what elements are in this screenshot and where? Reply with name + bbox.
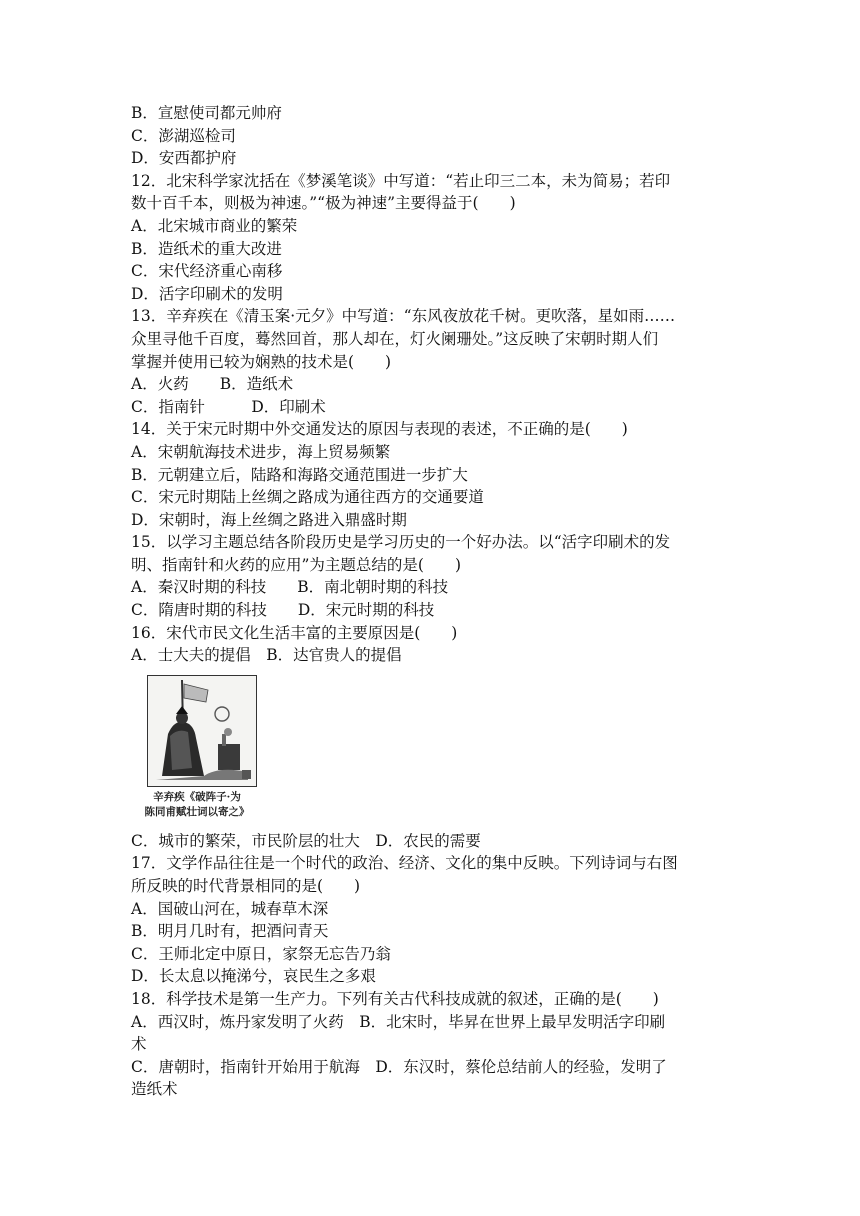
option-line: C．王师北定中原日，家祭无忘告乃翁 xyxy=(131,944,391,963)
option-line: A．宋朝航海技术进步，海上贸易频繁 xyxy=(131,442,391,461)
question-13-stem: 13．辛弃疾在《清玉案·元夕》中写道：“东风夜放花千树。更吹落，星如雨…… xyxy=(131,307,676,326)
question-12-stem-cont: 数十百千本，则极为神速。”“极为神速”主要得益于( ) xyxy=(131,194,516,213)
option-line: A．北宋城市商业的繁荣 xyxy=(131,216,298,235)
warrior-painting-image xyxy=(148,676,256,786)
question-17-stem-cont: 所反映的时代背景相同的是( ) xyxy=(131,877,361,896)
option-line: A．西汉时，炼丹家发明了火药 B．北宋时，毕昇在世界上最早发明活字印刷 xyxy=(131,1012,666,1031)
option-line: B．明月几时有，把酒问青天 xyxy=(131,922,329,941)
option-line: C．唐朝时，指南针开始用于航海 D．东汉时，蔡伦总结前人的经验，发明了 xyxy=(131,1057,667,1076)
option-line: C．宋元时期陆上丝绸之路成为通往西方的交通要道 xyxy=(131,488,484,507)
option-line: C．宋代经济重心南移 xyxy=(131,262,283,281)
option-line: D．安西都护府 xyxy=(131,149,237,168)
option-line: D．长太息以掩涕兮，哀民生之多艰 xyxy=(131,967,376,986)
option-line: B．造纸术的重大改进 xyxy=(131,239,282,258)
question-13-stem-cont: 掌握并使用已较为娴熟的技术是( ) xyxy=(131,352,392,371)
option-line: C．隋唐时期的科技 D．宋元时期的科技 xyxy=(131,601,435,620)
caption-line-2: 陈同甫赋壮词以寄之》 xyxy=(144,805,250,818)
question-15-stem-cont: 明、指南针和火药的应用”为主题总结的是( ) xyxy=(131,555,462,574)
figure-caption xyxy=(131,790,263,820)
question-12-stem: 12．北宋科学家沈括在《梦溪笔谈》中写道：“若止印三二本，未为简易；若印 xyxy=(131,171,671,190)
option-line-cont: 术 xyxy=(131,1035,147,1054)
option-line: A．火药 B．造纸术 xyxy=(131,375,294,394)
question-14-stem: 14．关于宋元时期中外交通发达的原因与表现的表述，不正确的是( ) xyxy=(131,420,628,439)
option-line: A．国破山河在，城春草木深 xyxy=(131,899,329,918)
option-line: B．元朝建立后，陆路和海路交通范围进一步扩大 xyxy=(131,465,468,484)
question-17-stem: 17．文学作品往往是一个时代的政治、经济、文化的集中反映。下列诗词与右图 xyxy=(131,854,678,873)
option-line: C．指南针 D．印刷术 xyxy=(131,397,326,416)
option-line: B．宣慰使司都元帅府 xyxy=(131,104,282,122)
option-line-cont: 造纸术 xyxy=(131,1080,178,1099)
option-line: D．活字印刷术的发明 xyxy=(131,284,283,303)
option-line: D．宋朝时，海上丝绸之路进入鼎盛时期 xyxy=(131,510,407,529)
question-16-stem: 16．宋代市民文化生活丰富的主要原因是( ) xyxy=(131,623,458,642)
option-line: C．澎湖巡检司 xyxy=(131,126,236,145)
option-line: C．城市的繁荣，市民阶层的壮大 D．农民的需要 xyxy=(131,831,481,850)
question-18-stem: 18．科学技术是第一生产力。下列有关古代科技成就的叙述，正确的是( ) xyxy=(131,990,659,1008)
ink-painting-illustration xyxy=(147,675,257,787)
question-15-stem: 15．以学习主题总结各阶段历史是学习历史的一个好办法。以“活字印刷术的发 xyxy=(131,533,671,552)
caption-line-1: 辛弃疾《破阵子·为 xyxy=(153,790,241,803)
illustration-figure xyxy=(131,675,263,820)
option-line: A．秦汉时期的科技 B．南北朝时期的科技 xyxy=(131,578,449,597)
question-13-stem-cont: 众里寻他千百度，蓦然回首，那人却在，灯火阑珊处。”这反映了宋朝时期人们 xyxy=(131,329,659,348)
question-text-block xyxy=(131,102,731,1101)
option-line: A．士大夫的提倡 B．达官贵人的提倡 xyxy=(131,646,402,665)
